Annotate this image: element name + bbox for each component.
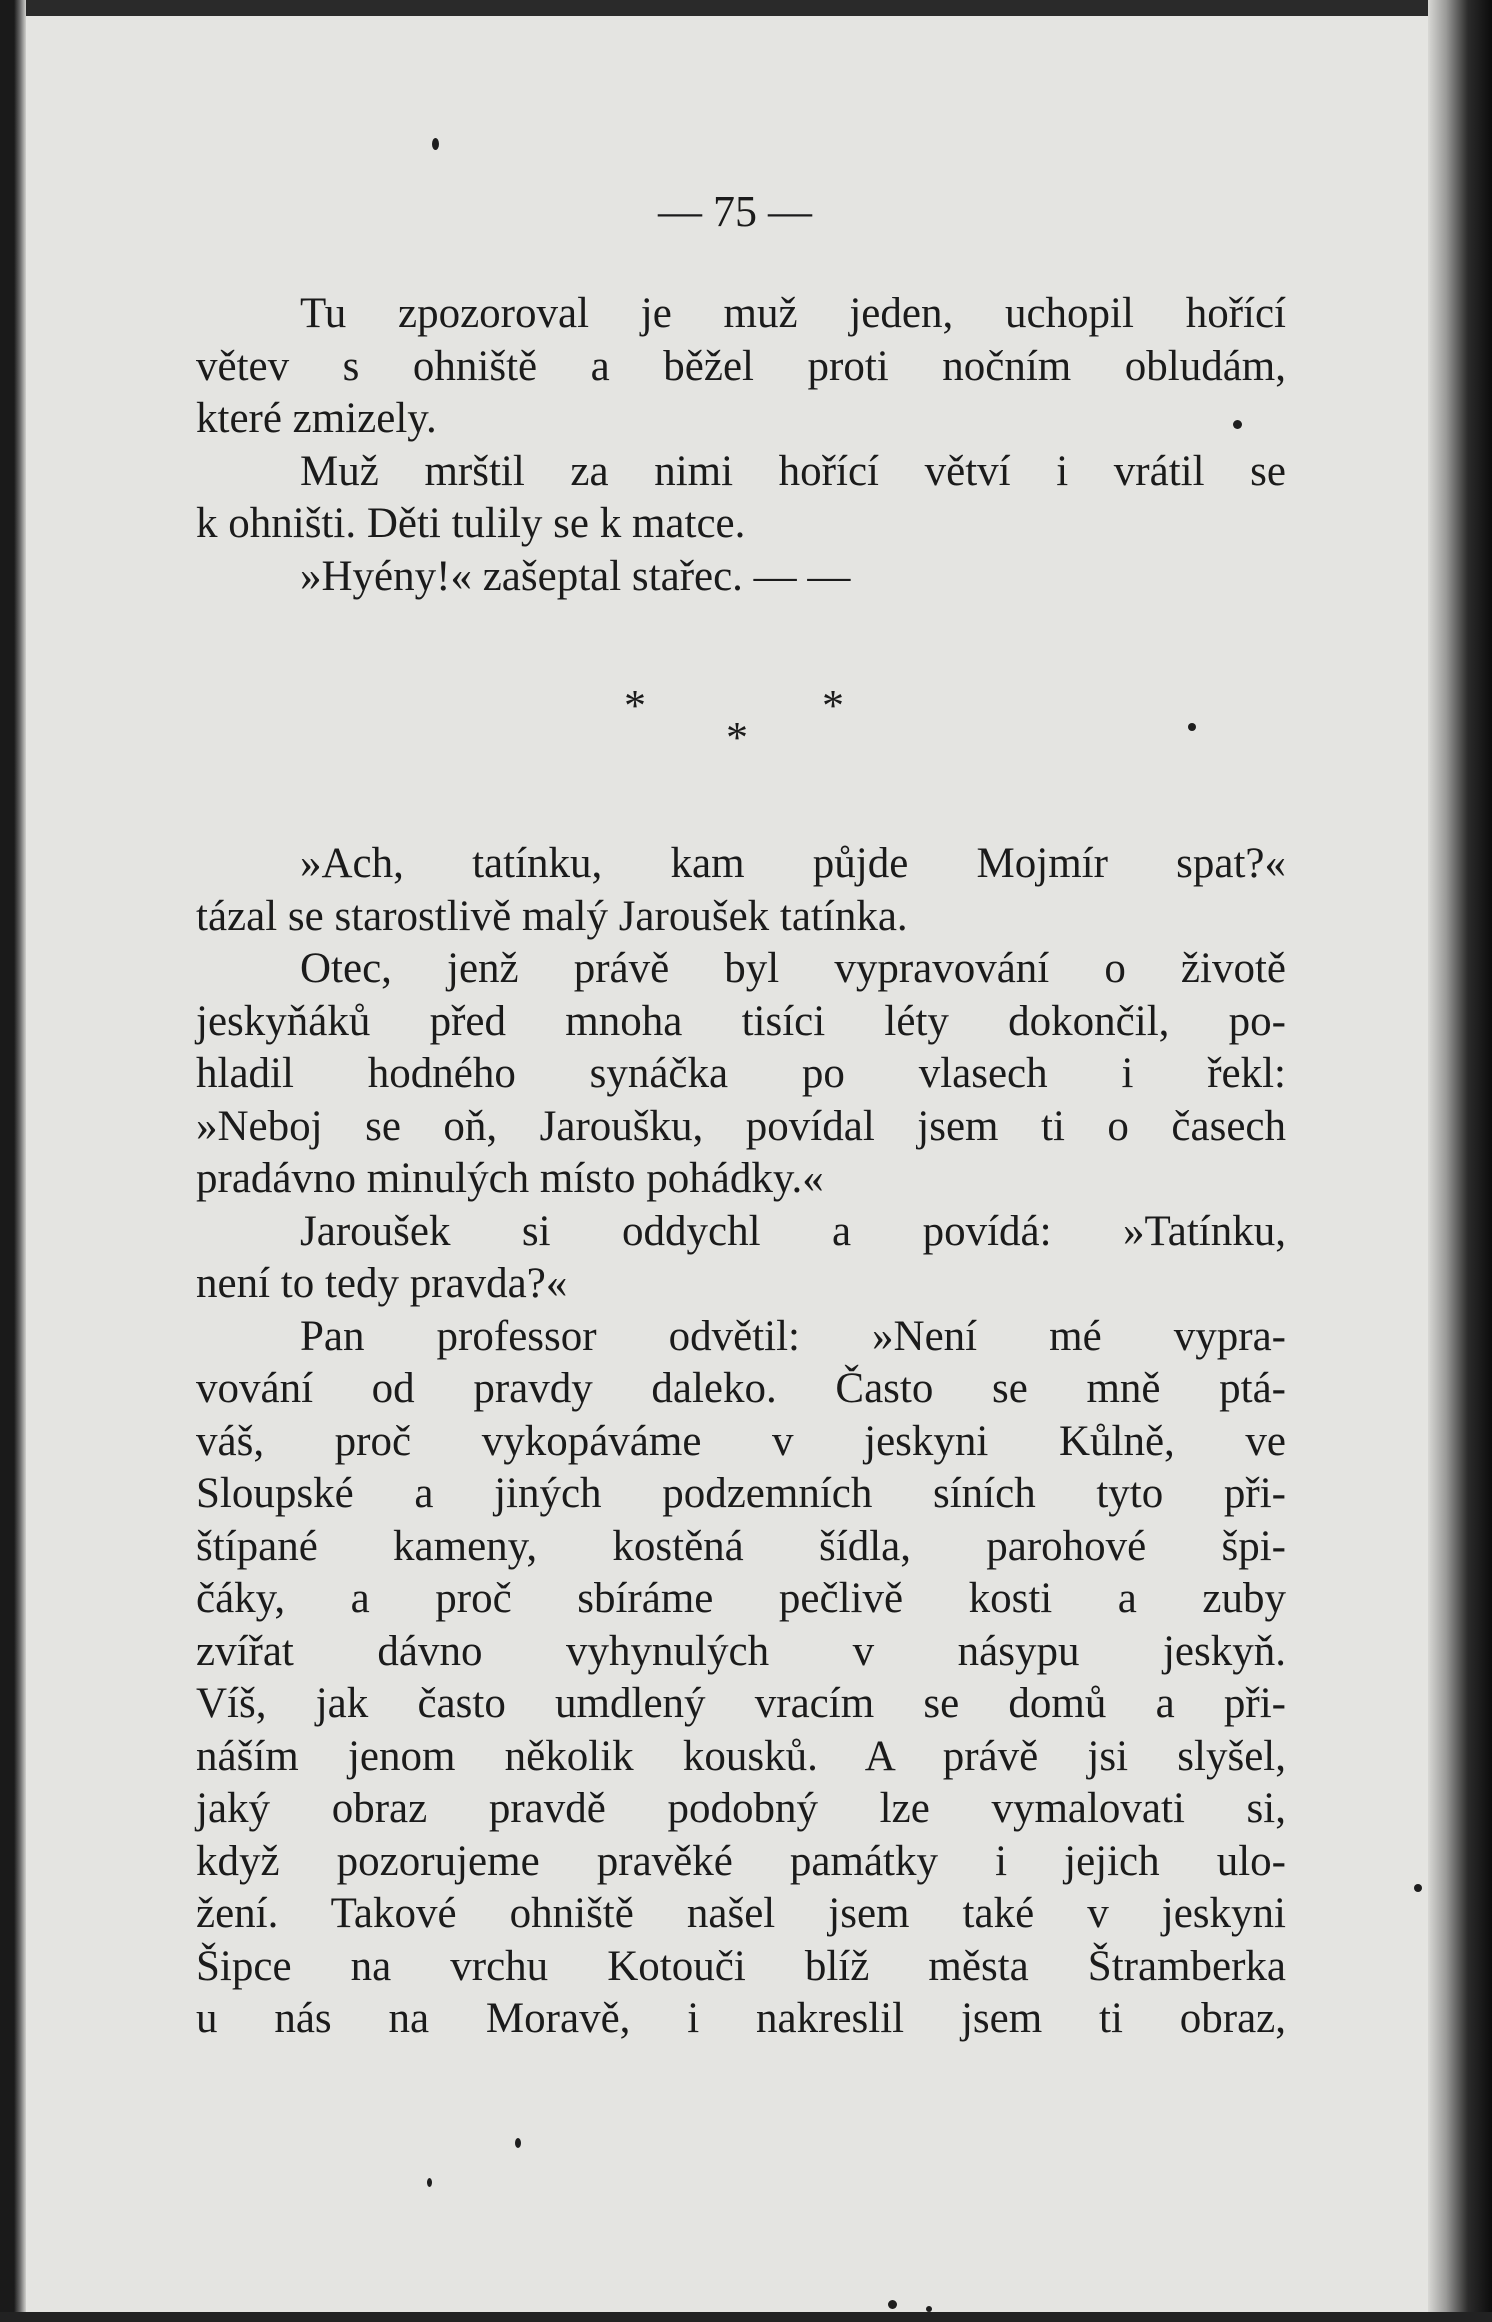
scan-right-border xyxy=(1428,0,1492,2322)
scan-speck xyxy=(888,2300,897,2309)
scan-speck xyxy=(515,2138,521,2148)
text-line: žení. Takové ohniště našel jsem také v jeskyni xyxy=(196,1890,1286,1937)
scan-speck xyxy=(427,2178,432,2187)
text-line: »Neboj se oň, Jaroušku, povídal jsem ti o časech xyxy=(196,1102,1286,1150)
separator-asterisk: * xyxy=(822,681,844,730)
text-line: »Hyény!« zašeptal stařec. — — xyxy=(300,552,851,600)
scan-top-border xyxy=(0,0,1492,16)
page-number: — 75 — xyxy=(658,187,812,236)
scan-speck xyxy=(1188,723,1196,731)
text-line: Jaroušek si oddychl a povídá: »Tatínku, xyxy=(300,1207,1286,1255)
separator-asterisk: * xyxy=(624,681,646,730)
body-text-top xyxy=(196,288,1286,603)
text-line: čáky, a proč sbíráme pečlivě kosti a zuby xyxy=(196,1575,1286,1622)
text-line: Sloupské a jiných podzemních síních tyto při- xyxy=(196,1470,1286,1517)
body-text-bottom xyxy=(196,838,1286,2046)
scan-bottom-border xyxy=(0,2312,1492,2322)
text-line: hladil hodného synáčka po vlasech i řekl: xyxy=(196,1050,1286,1097)
text-line: pradávno minulých místo pohádky.« xyxy=(196,1155,824,1202)
text-line: Šipce na vrchu Kotouči blíž města Štramberka xyxy=(196,1942,1286,1990)
text-line: štípané kameny, kostěná šídla, parohové špi- xyxy=(196,1522,1286,1570)
scan-speck xyxy=(1414,1884,1422,1892)
text-line: k ohništi. Děti tulily se k matce. xyxy=(196,500,746,547)
text-line: náším jenom několik kousků. A právě jsi slyšel, xyxy=(196,1732,1286,1780)
text-line: tázal se starostlivě malý Jaroušek tatínka. xyxy=(196,892,908,940)
text-line: Muž mrštil za nimi hořící větví i vrátil se xyxy=(300,447,1286,495)
section-separator xyxy=(600,680,860,770)
text-line: které zmizely. xyxy=(196,395,437,442)
scan-speck xyxy=(1233,420,1242,429)
text-line: není to tedy pravda?« xyxy=(196,1260,568,1307)
text-line: u nás na Moravě, i nakreslil jsem ti obraz, xyxy=(196,1995,1286,2042)
scan-speck xyxy=(432,138,439,150)
separator-asterisk: * xyxy=(726,713,748,762)
text-line: jaký obraz pravdě podobný lze vymalovati si, xyxy=(196,1785,1286,1832)
text-line: větev s ohniště a běžel proti nočním obludám, xyxy=(196,342,1286,390)
text-line: Víš, jak často umdlený vracím se domů a při- xyxy=(196,1680,1286,1727)
text-line: zvířat dávno vyhynulých v násypu jeskyň. xyxy=(196,1627,1286,1675)
text-line: Tu zpozoroval je muž jeden, uchopil hořící xyxy=(300,290,1286,337)
text-line: když pozorujeme pravěké památky i jejich ulo- xyxy=(196,1837,1286,1885)
text-line: vování od pravdy daleko. Často se mně ptá- xyxy=(196,1365,1286,1412)
text-line: Pan professor odvětil: »Není mé vypra- xyxy=(300,1312,1286,1360)
scan-speck xyxy=(926,2306,932,2312)
scan-left-border xyxy=(0,0,26,2322)
text-line: »Ach, tatínku, kam půjde Mojmír spat?« xyxy=(300,840,1286,887)
text-line: Otec, jenž právě byl vypravování o životě xyxy=(300,945,1286,992)
text-line: jeskyňáků před mnoha tisíci léty dokončil, po- xyxy=(196,997,1286,1045)
text-line: váš, proč vykopáváme v jeskyni Kůlně, ve xyxy=(196,1417,1286,1465)
